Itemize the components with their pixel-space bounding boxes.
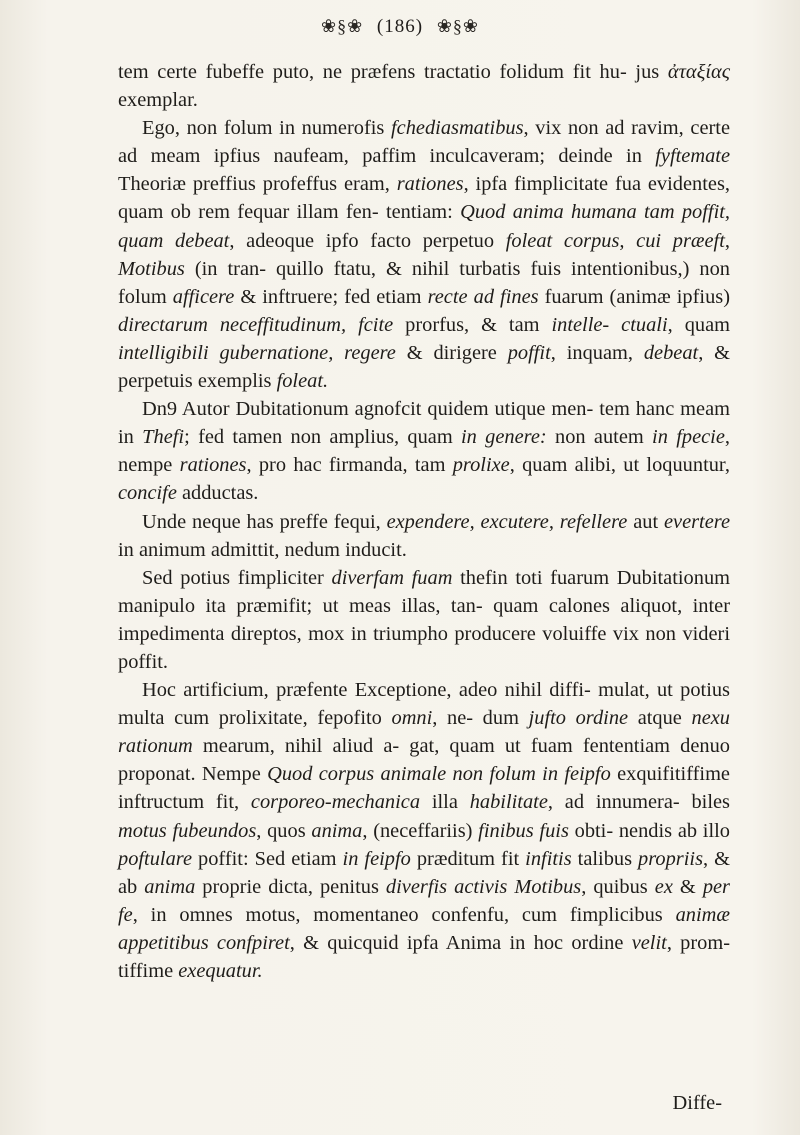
- text-run: talibus: [571, 847, 639, 870]
- text-run: Sed potius fimpliciter: [142, 566, 332, 589]
- text-run: nexu rationum: [118, 707, 730, 758]
- text-run: & dirigere: [395, 341, 508, 364]
- text-run: , quibus: [581, 875, 655, 898]
- text-run: diverfam fuam: [331, 566, 453, 589]
- text-run: rationes: [396, 173, 464, 196]
- text-run: motus fubeundos: [118, 819, 257, 842]
- text-run: præditum fit: [410, 847, 526, 870]
- text-run: prolixe: [452, 454, 510, 477]
- text-run: illa: [420, 791, 470, 814]
- paragraph-2: [118, 114, 730, 395]
- text-run: Unde neque has preffe fequi,: [142, 510, 387, 533]
- text-run: , quam alibi, ut loquuntur,: [509, 454, 730, 477]
- text-run: corporeo-mechanica: [250, 791, 421, 814]
- text-run: diverfis activis Motibus: [385, 875, 582, 898]
- text-run: jufto ordine: [528, 707, 629, 730]
- text-run: thefin toti fuarum Dubitationum manipulo ita præmifit; ut meas illas, tan- quam calones aliquot, inter impedimenta direptos, mox in triumpho producere voluiffe vix non videri poffit.: [118, 566, 730, 673]
- text-run: infitis: [525, 847, 572, 870]
- text-run: omni: [391, 707, 433, 730]
- text-run: , (neceffariis): [362, 819, 479, 842]
- text-run: poftulare: [118, 847, 193, 870]
- text-run: , vix non ad ravim, certe ad meam ipfius naufeam, paffim inculcaveram; deinde in: [118, 117, 730, 168]
- text-run: afficere: [172, 285, 235, 308]
- paragraph-3: [118, 395, 730, 507]
- text-run: ; fed tamen non amplius, quam: [184, 426, 462, 449]
- text-run: poffit: [507, 341, 551, 364]
- text-run: poffit: Sed etiam: [192, 847, 343, 870]
- text-run: , pro hac firmanda, tam: [246, 454, 453, 477]
- text-run: , & perpetuis exemplis: [118, 341, 730, 393]
- text-run: exequatur.: [178, 960, 263, 982]
- text-run: , quos: [256, 819, 312, 842]
- text-run: , & quicquid ipfa Anima in hoc ordine: [289, 931, 632, 954]
- text-run: velit: [631, 931, 667, 954]
- text-run: animæ appetitibus confpiret: [118, 903, 730, 954]
- text-run: exemplar.: [118, 89, 198, 112]
- text-run: recte ad fines: [427, 285, 539, 308]
- text-run: , nempe: [118, 426, 731, 477]
- text-run: Dn9 Autor Dubitationum agnofcit quidem utique men- tem hanc meam in: [118, 398, 730, 449]
- text-run: , in omnes motus, momentaneo confenfu, cum fimplicibus: [132, 903, 676, 926]
- catchword: Diffe-: [672, 1092, 722, 1114]
- page-number: (186): [376, 16, 424, 37]
- text-run: , ne- dum: [432, 707, 529, 730]
- text-run: anima: [311, 819, 363, 842]
- text-run: concife: [118, 482, 177, 505]
- text-run: foleat.: [276, 370, 329, 393]
- text-run: propriis: [638, 847, 704, 870]
- text-run: directarum neceffitudinum, fcite: [118, 313, 394, 336]
- text-run: intelligibili gubernatione, regere: [118, 341, 396, 364]
- paragraph-5: [118, 564, 730, 676]
- text-run: mearum, nihil aliud a- gat, quam ut fuam fententiam denuo proponat. Nempe: [118, 735, 730, 786]
- text-run: in genere:: [461, 426, 547, 449]
- text-run: , prom- tiffime: [118, 931, 731, 982]
- text-run: expendere, excutere, refellere: [386, 510, 628, 533]
- text-run: , quam: [667, 313, 730, 336]
- ornament-left: ❀§❀: [321, 16, 364, 36]
- text-run: Motibus: [118, 257, 185, 280]
- text-run: evertere: [663, 510, 730, 533]
- text-run: aut: [627, 510, 664, 533]
- body-text: [118, 58, 730, 985]
- text-run: fchediasmatibus: [391, 117, 524, 140]
- text-run: & inftruere; fed etiam: [234, 285, 428, 308]
- text-run: Quod corpus animale non folum in feipfo: [267, 763, 611, 786]
- text-run: , adeoque ipfo facto perpetuo: [229, 229, 506, 252]
- text-run: Hoc artificium, præfente Exceptione, adeo nihil diffi- mulat, ut potius multa cum prolixitate, fepofito: [118, 679, 730, 730]
- text-run: ex: [654, 875, 673, 898]
- page-header: [0, 16, 800, 38]
- text-run: prorfus, & tam: [393, 313, 552, 336]
- text-run: rationes: [179, 454, 247, 477]
- text-run: (in tran- quillo ftatu, & nihil turbatis fuis intentionibus,) non folum: [118, 257, 730, 308]
- text-run: &: [672, 875, 703, 898]
- text-run: in feipfo: [342, 847, 411, 870]
- text-run: fuarum (animæ ipfius): [538, 285, 730, 308]
- text-run: ἀταξίας: [667, 61, 730, 83]
- text-run: atque: [628, 707, 692, 730]
- text-run: ,: [724, 229, 731, 252]
- text-run: , & ab: [118, 847, 730, 898]
- text-run: obti- nendis ab illo: [568, 819, 731, 842]
- ornament-right: ❀§❀: [436, 16, 479, 36]
- text-run: intelle- ctuali: [551, 313, 668, 336]
- text-run: , ipfa fimplicitate fua evidentes, quam ob rem fequar illam fen- tentiam:: [118, 173, 730, 224]
- text-run: tem certe fubeffe puto, ne præfens tractatio folidum fit hu- jus: [118, 61, 668, 83]
- text-run: per fe: [118, 875, 730, 926]
- text-run: , inquam,: [550, 341, 644, 364]
- text-run: Theoriæ preffius profeffus eram,: [118, 173, 397, 196]
- paragraph-1: [118, 58, 730, 114]
- text-run: in animum admittit, nedum inducit.: [118, 538, 407, 561]
- text-run: adductas.: [176, 482, 259, 505]
- text-run: exquifitiffime inftructum fit,: [118, 763, 730, 814]
- text-run: Thefi: [142, 426, 185, 449]
- text-run: fyftemate: [655, 145, 730, 168]
- text-run: habilitate: [469, 791, 548, 814]
- paragraph-6: [118, 676, 730, 985]
- text-run: in fpecie: [652, 426, 725, 449]
- text-run: anima: [144, 875, 196, 898]
- text-run: debeat: [643, 341, 699, 364]
- text-run: Quod anima humana tam poffit, quam debeat: [118, 201, 730, 252]
- text-run: proprie dicta, penitus: [195, 875, 386, 898]
- text-run: , ad innumera- biles: [547, 791, 730, 814]
- text-run: non autem: [546, 426, 653, 449]
- paragraph-4: [118, 508, 730, 564]
- text-run: finibus fuis: [478, 819, 569, 842]
- text-run: foleat corpus, cui præeft: [505, 229, 725, 252]
- text-run: Ego, non folum in numerofis: [142, 117, 391, 140]
